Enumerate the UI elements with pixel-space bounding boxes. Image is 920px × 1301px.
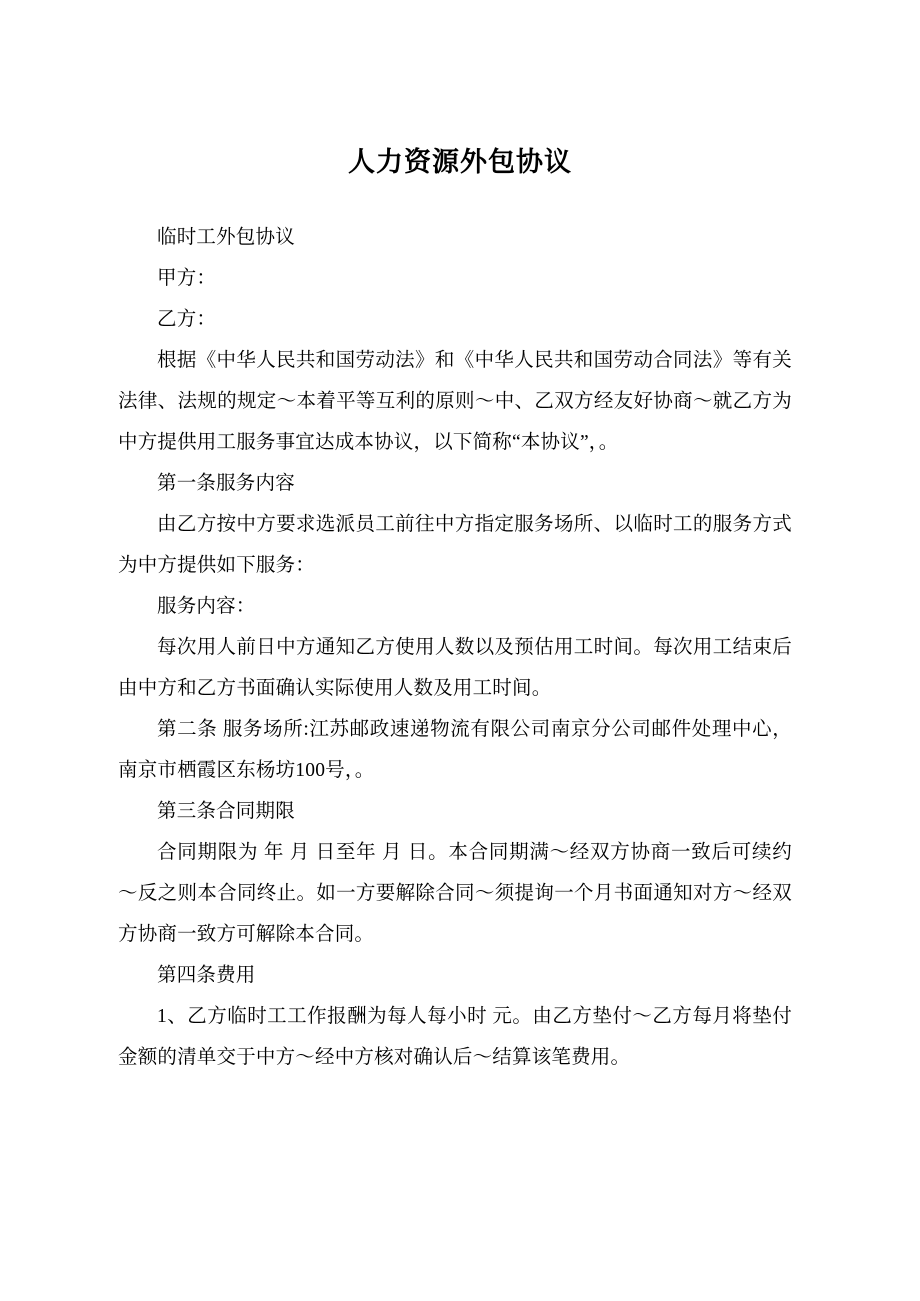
paragraph: 第三条合同期限 — [157, 801, 295, 822]
paragraph: 第二条 服务场所:江苏邮政速递物流有限公司南京分公司邮件处理中心，南京市栖霞区东杨坊100号，。 — [118, 719, 792, 781]
paragraph: 服务内容： — [157, 596, 256, 617]
paragraph: 根据《中华人民共和国劳动法》和《中华人民共和国劳动合同法》等有关法律、法规的规定～本着平等互利的原则～中、乙双方经友好协商～就乙方为中方提供用工服务事宜达成本协议，以下简称“本协议”，。 — [118, 350, 792, 453]
paragraph: 每次用人前日中方通知乙方使用人数以及预估用工时间。每次用工结束后由中方和乙方书面确认实际使用人数及用工时间。 — [118, 637, 792, 699]
paragraph: 第一条服务内容 — [157, 473, 295, 494]
document-body — [0, 217, 920, 1078]
paragraph: 甲方： — [157, 268, 217, 289]
paragraph: 临时工外包协议 — [157, 227, 295, 248]
page-title: 人力资源外包协议 — [348, 147, 572, 177]
paragraph: 第四条费用 — [157, 965, 256, 986]
paragraph: 合同期限为 年 月 日至年 月 日。本合同期满～经双方协商一致后可续约～反之则本合同终止。如一方要解除合同～须提询一个月书面通知对方～经双方协商一致方可解除本合同。 — [118, 842, 792, 945]
paragraph: 1、乙方临时工工作报酬为每人每小时 元。由乙方垫付～乙方每月将垫付金额的清单交于中方～经中方核对确认后～结算该笔费用。 — [118, 1006, 792, 1068]
paragraph: 乙方： — [157, 309, 217, 330]
paragraph: 由乙方按中方要求选派员工前往中方指定服务场所、以临时工的服务方式为中方提供如下服务： — [118, 514, 792, 576]
